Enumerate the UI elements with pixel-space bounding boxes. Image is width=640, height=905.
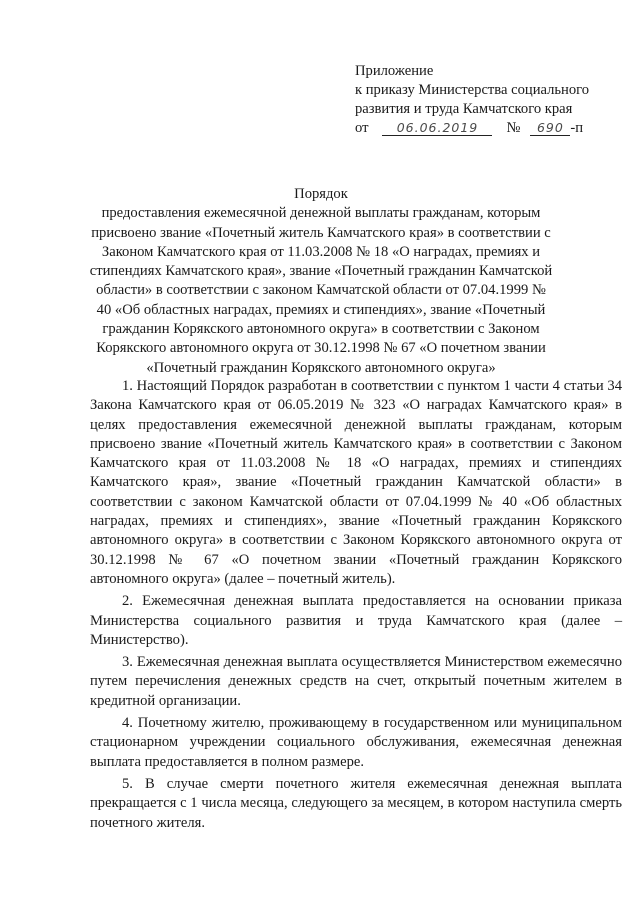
annex-order-line: к приказу Министерства социального: [355, 82, 590, 98]
paragraph-5: 5. В случае смерти почетного жителя ежемесячная денежная выплата прекращается с 1 числа месяца, следующего за месяцем, в котором наступила смерть почетного жителя.: [90, 775, 622, 831]
title-heading: Порядок: [294, 186, 348, 202]
annex-date-number-line: [355, 119, 625, 138]
annex-number: 690: [530, 120, 570, 136]
document-title: [88, 185, 554, 378]
annex-date: 06.06.2019: [382, 120, 492, 136]
annex-heading: Приложение: [355, 63, 434, 79]
annex-from-label: от: [355, 120, 369, 136]
annex-ministry-line: развития и труда Камчатского края: [355, 101, 573, 117]
paragraph-3: 3. Ежемесячная денежная выплата осуществляется Министерством ежемесячно путем перечисления денежных средств на счет, открытый почетным жителем в кредитной организации.: [90, 654, 622, 709]
paragraph-1: 1. Настоящий Порядок разработан в соответствии с пунктом 1 части 4 статьи 34 Закона Камчатского края от 06.05.2019 № 323 «О наградах Камчатского края» в целях предоставления ежемесячной денежной выплаты гражданам, которым присвоено звание «Почетный житель Камчатского края» в соответствии с Законом Камчатского края от 11.03.2008 № 18 «О наградах, премиях и стипендиях Камчатского края», звание «Почетный гражданин Камчатской области» в соответствии с законом Камчатской области от 07.04.1999 № 40 «Об областных наградах, премиях и стипендиях», звание «Почетный гражданин Корякского автономного округа» в соответствии с Законом Корякского автономного округа от 30.12.1998 № 67 «О почетном звании «Почетный гражданин Корякского автономного округа» (далее – почетный житель).: [90, 378, 622, 587]
paragraph-2: 2. Ежемесячная денежная выплата предоставляется на основании приказа Министерства социального развития и труда Камчатского края (далее – Министерство).: [90, 593, 622, 648]
annex-block: [355, 62, 625, 138]
title-subtitle: предоставления ежемесячной денежной выплаты гражданам, которым присвоено звание «Почетный житель Камчатского края» в соответствии с Законом Камчатского края от 11.03.2008 № 18 «О наградах, премиях и стипендиях Камчатского края», звание «Почетный гражданин Камчатской области» в соответствии с законом Камчатской области от 07.04.1999 № 40 «Об областных наградах, премиях и стипендиях», звание «Почетный гражданин Корякского автономного округа» в соответствии с Законом Корякского автономного округа от 30.12.1998 № 67 «О почетном звании «Почетный гражданин Корякского автономного округа»: [89, 205, 553, 376]
annex-number-suffix: -п: [570, 120, 584, 136]
document-body: [90, 377, 622, 836]
paragraph-4: 4. Почетному жителю, проживающему в государственном или муниципальном стационарном учреждении социального обслуживания, ежемесячная денежная выплата предоставляется в полном размере.: [90, 715, 622, 770]
annex-number-label: №: [506, 120, 521, 136]
